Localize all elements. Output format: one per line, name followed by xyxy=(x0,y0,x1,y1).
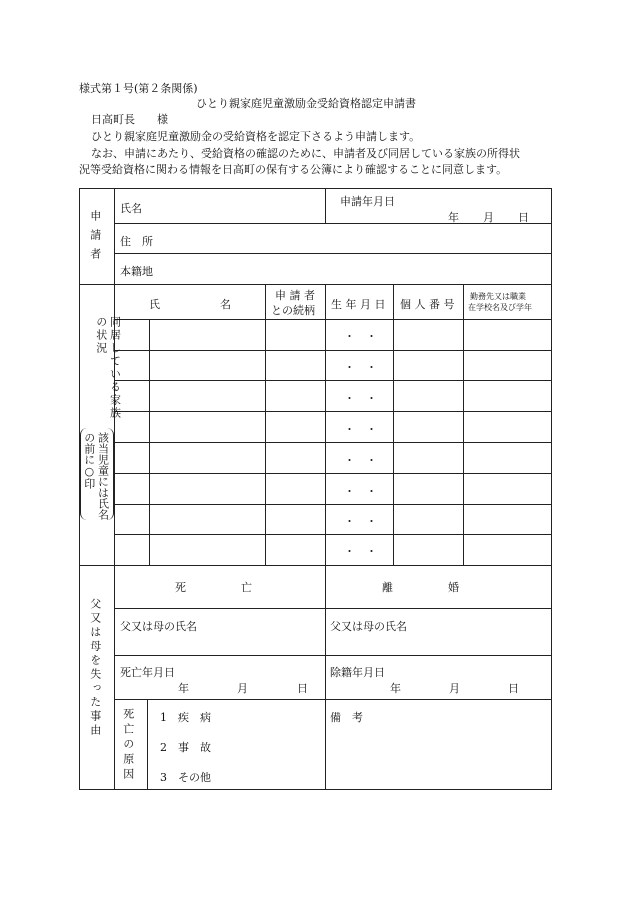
domicile-field[interactable] xyxy=(165,258,545,280)
request-statement: ひとり親家庭児童激励金の受給資格を認定下さるよう申請します。 xyxy=(91,130,421,143)
divorce-heading: 離 婚 xyxy=(382,581,459,594)
parent-loss-section-label: 父又は母を失った事由 xyxy=(88,598,102,738)
deceased-parent-name-label: 父又は母の氏名 xyxy=(120,620,197,633)
apply-month-unit: 月 xyxy=(483,211,494,224)
death-year-unit: 年 xyxy=(178,682,189,695)
family-row-4-name-field[interactable] xyxy=(151,413,263,440)
death-heading: 死 亡 xyxy=(175,581,252,594)
col-relation-2: との続柄 xyxy=(271,304,315,317)
column-divider xyxy=(265,284,266,565)
apply-day-unit: 日 xyxy=(518,211,529,224)
col-name-1: 氏 xyxy=(149,298,160,311)
mark-column-divider xyxy=(149,319,150,565)
address-field[interactable] xyxy=(165,228,545,250)
cause-of-death-label: 死亡の原因 xyxy=(121,708,135,783)
row-divider xyxy=(114,411,552,412)
family-row-3-birthdate[interactable]: ・ ・ xyxy=(344,392,377,405)
cause-label-divider xyxy=(147,699,148,790)
consent-line-1: なお、申請にあたり、受給資格の確認のために、申請者及び同居している家族の所得状 xyxy=(91,147,520,160)
family-row-8-name-field[interactable] xyxy=(151,536,263,563)
table-border-top xyxy=(79,188,552,189)
row-divider xyxy=(114,655,552,656)
column-divider xyxy=(325,284,326,565)
row-divider xyxy=(114,504,552,505)
address-label: 住 所 xyxy=(120,235,153,248)
row-divider xyxy=(114,699,552,700)
death-month-unit: 月 xyxy=(237,682,248,695)
family-row-1-birthdate[interactable]: ・ ・ xyxy=(344,330,377,343)
column-divider xyxy=(393,284,394,565)
removal-day-unit: 日 xyxy=(508,682,519,695)
family-section-label: 同居している家族の状況 xyxy=(94,316,122,420)
cause-option-other[interactable]: 3 その他 xyxy=(160,771,211,784)
col-name-2: 名 xyxy=(220,298,231,311)
divorced-parent-name-label: 父又は母の氏名 xyxy=(330,620,407,633)
family-row-3-name-field[interactable] xyxy=(151,382,263,409)
applicant-name-field[interactable] xyxy=(120,208,320,222)
cause-option-accident[interactable]: 2 事 故 xyxy=(160,741,211,754)
child-mark-note: 該当児童には氏名の前に○印 xyxy=(82,432,110,520)
applicant-section-label: 申請者 xyxy=(88,210,102,267)
header-row-divider xyxy=(114,319,552,320)
row-divider xyxy=(114,380,552,381)
family-row-7-birthdate[interactable]: ・ ・ xyxy=(344,515,377,528)
family-row-2-birthdate[interactable]: ・ ・ xyxy=(344,361,377,374)
family-row-5-birthdate[interactable]: ・ ・ xyxy=(344,454,377,467)
family-row-4-birthdate[interactable]: ・ ・ xyxy=(344,423,377,436)
col-mynumber: 個 人 番 号 xyxy=(400,298,455,311)
family-row-8-birthdate[interactable]: ・ ・ xyxy=(344,545,377,558)
removal-month-unit: 月 xyxy=(449,682,460,695)
family-row-5-name-field[interactable] xyxy=(151,444,263,471)
family-row-6-name-field[interactable] xyxy=(151,475,263,502)
cause-option-illness[interactable]: 1 疾 病 xyxy=(160,711,211,724)
row-divider xyxy=(114,253,552,254)
row-divider xyxy=(114,473,552,474)
removal-year-unit: 年 xyxy=(390,682,401,695)
column-divider xyxy=(325,565,326,790)
domicile-label: 本籍地 xyxy=(120,265,153,278)
death-date-label: 死亡年月日 xyxy=(120,666,175,679)
row-divider xyxy=(114,350,552,351)
col-work-2: 在学校名及び学年 xyxy=(468,303,532,312)
cell-divider xyxy=(325,188,326,224)
family-row-6-birthdate[interactable]: ・ ・ xyxy=(344,485,377,498)
addressee: 日高町長 様 xyxy=(91,113,168,126)
form-title: ひとり親家庭児童激励金受給資格認定申請書 xyxy=(196,97,416,110)
col-birthdate: 生 年 月 日 xyxy=(331,298,386,311)
death-day-unit: 日 xyxy=(297,682,308,695)
consent-line-2: 況等受給資格に関わる情報を日高町の保有する公簿により確認することに同意します。 xyxy=(79,163,508,176)
remarks-label: 備 考 xyxy=(330,711,363,724)
family-row-7-name-field[interactable] xyxy=(151,506,263,533)
apply-date-label: 申請年月日 xyxy=(340,195,395,208)
apply-year-unit: 年 xyxy=(448,211,459,224)
row-divider xyxy=(114,608,552,609)
section-divider xyxy=(79,565,552,566)
form-number: 様式第１号(第２条関係) xyxy=(79,82,198,95)
table-border-bottom xyxy=(79,789,552,790)
column-divider xyxy=(463,284,464,565)
section-divider xyxy=(79,284,552,285)
col-relation-1: 申 請 者 xyxy=(275,289,315,302)
applicant-name-label: 氏名 xyxy=(120,202,142,215)
family-row-1-name-field[interactable] xyxy=(151,321,263,348)
col-work-1: 勤務先又は職業 xyxy=(470,292,526,301)
removal-date-label: 除籍年月日 xyxy=(330,666,385,679)
row-divider xyxy=(114,442,552,443)
family-row-2-name-field[interactable] xyxy=(151,352,263,379)
row-divider xyxy=(114,534,552,535)
